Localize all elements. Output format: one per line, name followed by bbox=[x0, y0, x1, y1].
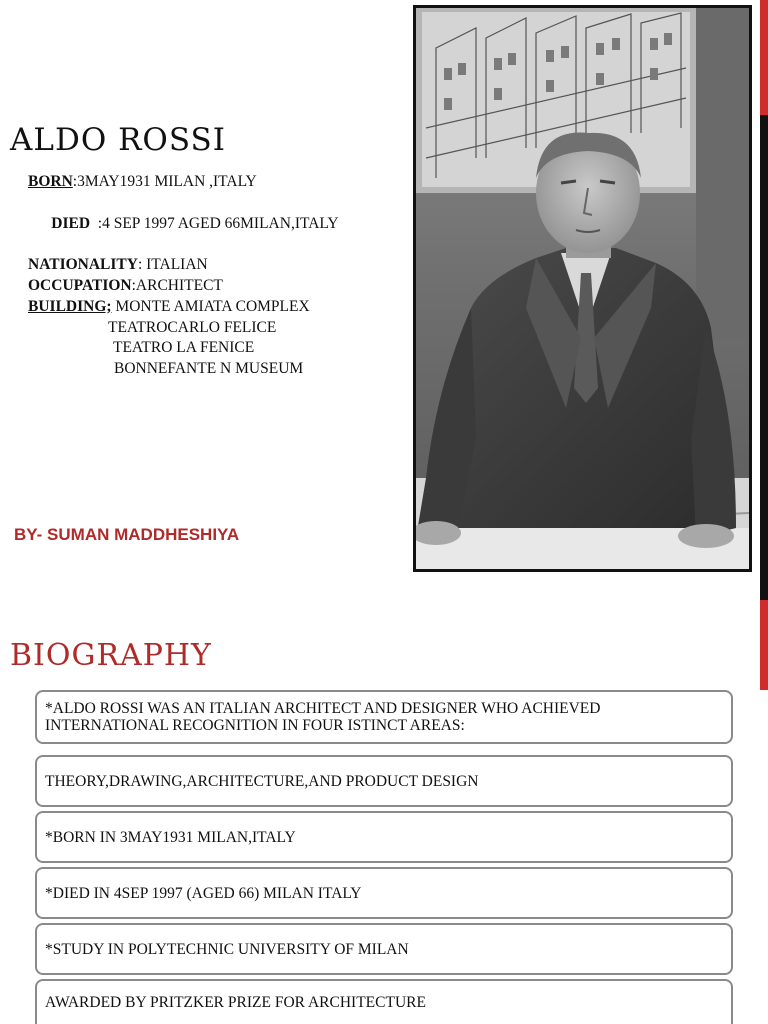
side-strip-red-top bbox=[760, 0, 768, 115]
nationality-label: NATIONALITY bbox=[28, 256, 138, 274]
building-label: BUILDING; bbox=[28, 297, 112, 315]
bio-item-text: THEORY,DRAWING,ARCHITECTURE,AND PRODUCT DESIGN bbox=[45, 772, 479, 790]
died-label: DIED bbox=[51, 214, 91, 232]
bio-item-text: *ALDO ROSSI WAS AN ITALIAN ARCHITECT AND DESIGNER WHO ACHIEVED INTERNATIONAL RECOGNITION IN FOUR ISTINCT AREAS: bbox=[45, 700, 601, 734]
born-label: BORN bbox=[28, 173, 73, 190]
building-item: MONTE AMIATA COMPLEX bbox=[115, 297, 310, 315]
bio-item-text: *DIED IN 4SEP 1997 (AGED 66) MILAN ITALY bbox=[45, 884, 362, 902]
bio-item-text: *STUDY IN POLYTECHNIC UNIVERSITY OF MILAN bbox=[45, 940, 409, 958]
bio-item bbox=[35, 923, 733, 975]
nationality-row bbox=[28, 255, 339, 276]
bio-item-text: AWARDED BY PRITZKER PRIZE FOR ARCHITECTURE bbox=[45, 994, 426, 1011]
author-credit: BY- SUMAN MADDHESHIYA bbox=[14, 525, 240, 544]
died-value: :4 SEP 1997 AGED 66MILAN,ITALY bbox=[90, 214, 339, 232]
born-value: :3MAY1931 MILAN ,ITALY bbox=[72, 173, 257, 190]
bio-item bbox=[35, 690, 733, 744]
side-strip-black bbox=[760, 115, 768, 600]
side-strip-red-bottom bbox=[760, 600, 768, 690]
facts-list bbox=[28, 172, 339, 380]
building-row bbox=[28, 297, 339, 318]
bio-item bbox=[35, 811, 733, 863]
occupation-label: OCCUPATION bbox=[28, 276, 132, 294]
portrait-image bbox=[416, 8, 749, 569]
occupation-value: :ARCHITECT bbox=[131, 276, 223, 294]
building-item: BONNEFANTE N MUSEUM bbox=[114, 360, 304, 378]
bio-item bbox=[35, 755, 733, 807]
page-title: ALDO ROSSI bbox=[10, 122, 227, 158]
bio-item-text: *BORN IN 3MAY1931 MILAN,ITALY bbox=[45, 828, 296, 846]
bio-item bbox=[35, 979, 733, 1024]
biography-title: BIOGRAPHY bbox=[10, 638, 212, 673]
building-item: TEATROCARLO FELICE bbox=[108, 318, 277, 336]
occupation-row bbox=[28, 276, 339, 297]
portrait-photo bbox=[413, 5, 752, 572]
died-row bbox=[28, 193, 339, 255]
bio-item bbox=[35, 867, 733, 919]
nationality-value: : ITALIAN bbox=[137, 256, 208, 274]
born-row bbox=[28, 172, 339, 193]
building-item: TEATRO LA FENICE bbox=[113, 339, 255, 357]
